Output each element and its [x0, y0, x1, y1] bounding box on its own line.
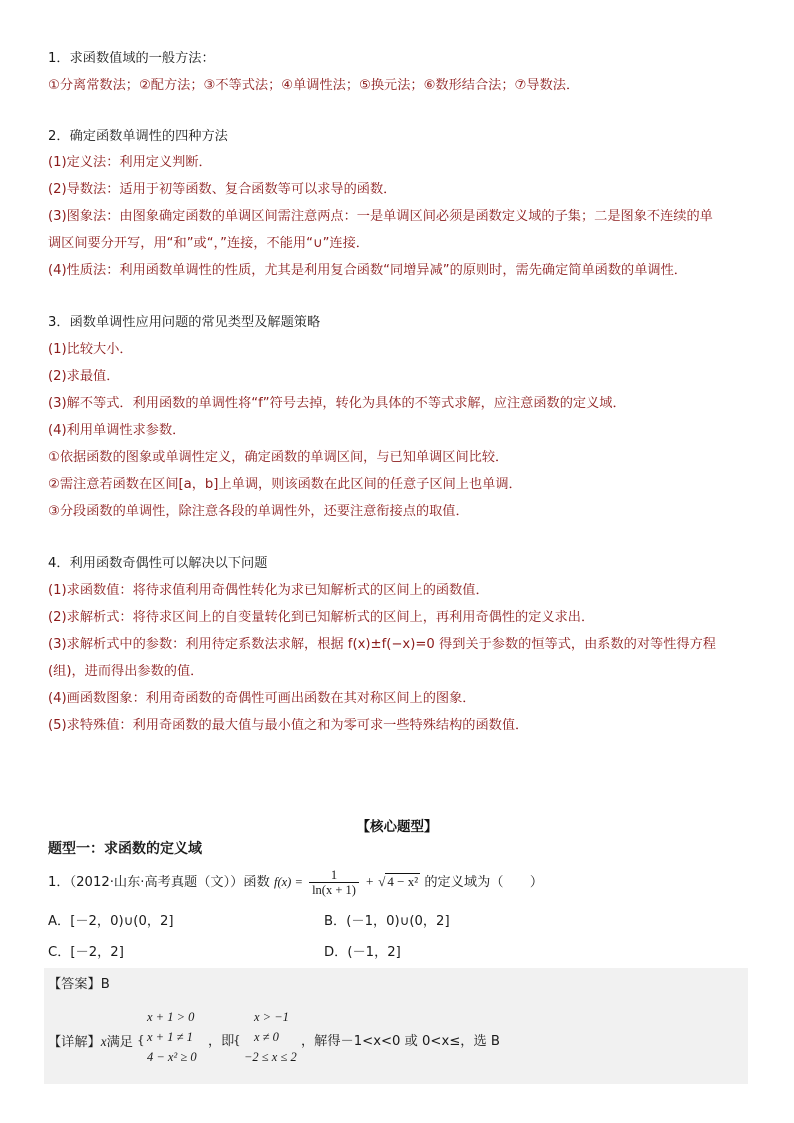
- q1-fraction-den: ln(x + 1): [312, 882, 356, 897]
- detail-conclusion: ，解得－1<x<0 或 0<x≤，选 B: [301, 1034, 500, 1049]
- sec2-item-2: (2)导数法：适用于初等函数、复合函数等可以求导的函数．: [48, 182, 397, 197]
- system-1: [147, 1007, 197, 1067]
- option-d: D．(－1，2]: [324, 945, 401, 960]
- q1-sqrt: √ 4 − x²: [378, 874, 419, 889]
- sec4-item-2: (2)求解析式：将待求区间上的自变量转化到已知解析式的区间上，再利用奇偶性的定义求出．: [48, 610, 595, 625]
- sys2-line-2: x ≠ 0: [254, 1030, 279, 1044]
- sys1-line-1: x + 1 > 0: [147, 1010, 195, 1024]
- type1-heading: 题型一：求函数的定义域: [48, 841, 202, 857]
- detail-satisfy: 满足: [106, 1035, 133, 1050]
- q1-plus: +: [365, 874, 375, 889]
- q1-fraction: [309, 868, 359, 897]
- system-2: [244, 1007, 297, 1067]
- q1-suffix: 的定义域为（ ）: [424, 875, 544, 890]
- detail-label: 【详解】: [48, 1035, 101, 1050]
- option-c: C．[－2，2]: [48, 945, 124, 960]
- sec3-item-3: (3)解不等式．利用函数的单调性将“f”符号去掉，转化为具体的不等式求解，应注意函数的定义域．: [48, 396, 626, 411]
- sys1-line-2: x + 1 ≠ 1: [147, 1030, 193, 1044]
- sys2-line-3: −2 ≤ x ≤ 2: [244, 1050, 297, 1064]
- q1-fraction-num: 1: [309, 868, 359, 883]
- sec1-methods: ①分离常数法；②配方法；③不等式法；④单调性法；⑤换元法；⑥数形结合法；⑦导数法．: [48, 78, 580, 93]
- sec4-item-4: (4)画函数图象：利用奇函数的奇偶性可画出函数在其对称区间上的图象．: [48, 691, 476, 706]
- option-b: B．(－1，0)∪(0，2]: [324, 914, 450, 929]
- sec2-item-3: (3)图象法：由图象确定函数的单调区间需注意两点：一是单调区间必须是函数定义域的子集；二是图象不连续的单: [48, 209, 713, 224]
- q1-func: f(x) =: [273, 875, 303, 889]
- sec4-item-3: (3)求解析式中的参数：利用待定系数法求解，根据 f(x)±f(−x)=0 得到关于参数的恒等式，由系数的对等性得方程: [48, 637, 716, 652]
- sec3-sub-3: ③分段函数的单调性，除注意各段的单调性外，还要注意衔接点的取值．: [48, 504, 469, 519]
- q1-radicand: 4 − x²: [387, 874, 419, 889]
- sec4-item-5: (5)求特殊值：利用奇函数的最大值与最小值之和为零可求一些特殊结构的函数值．: [48, 718, 529, 733]
- sec2-item-3-cont: 调区间要分开写，用“和”或“，”连接，不能用“∪”连接．: [48, 236, 369, 251]
- sec1-title: 1．求函数值域的一般方法：: [48, 51, 215, 66]
- option-a: A．[－2，0)∪(0，2]: [48, 914, 174, 929]
- brace-left-1: {: [137, 1033, 145, 1047]
- sys1-line-3: 4 − x² ≥ 0: [147, 1050, 197, 1064]
- sec4-item-3-cont: (组)，进而得出参数的值．: [48, 664, 204, 679]
- sec3-item-2: (2)求最值．: [48, 369, 120, 384]
- detail-ji: ，即: [208, 1034, 235, 1049]
- sec4-item-1: (1)求函数值：将待求值利用奇偶性转化为求已知解析式的区间上的函数值．: [48, 583, 489, 598]
- sec2-item-4: (4)性质法：利用函数单调性的性质，尤其是利用复合函数“同增异减”的原则时，需先确定简单函数的单调性．: [48, 263, 687, 278]
- detail-x: x: [100, 1034, 107, 1049]
- sec3-sub-2: ②需注意若函数在区间[a，b]上单调，则该函数在此区间的任意子区间上也单调．: [48, 477, 522, 492]
- question-1: [48, 867, 758, 901]
- sec2-item-1: (1)定义法：利用定义判断．: [48, 155, 212, 170]
- brace-left-2: {: [233, 1033, 241, 1047]
- answer-label: 【答案】B: [48, 977, 110, 992]
- sec3-item-1: (1)比较大小．: [48, 342, 133, 357]
- q1-prefix: 1．（2012·山东·高考真题（文））函数: [48, 875, 270, 890]
- core-heading: 【核心题型】: [356, 819, 438, 835]
- sec4-title: 4．利用函数奇偶性可以解决以下问题: [48, 556, 268, 571]
- sec2-title: 2．确定函数单调性的四种方法: [48, 129, 228, 144]
- sec3-title: 3．函数单调性应用问题的常见类型及解题策略: [48, 315, 321, 330]
- sys2-line-1: x > −1: [254, 1010, 289, 1024]
- sec3-item-4: (4)利用单调性求参数．: [48, 423, 186, 438]
- sec3-sub-1: ①依据函数的图象或单调性定义，确定函数的单调区间，与已知单调区间比较．: [48, 450, 509, 465]
